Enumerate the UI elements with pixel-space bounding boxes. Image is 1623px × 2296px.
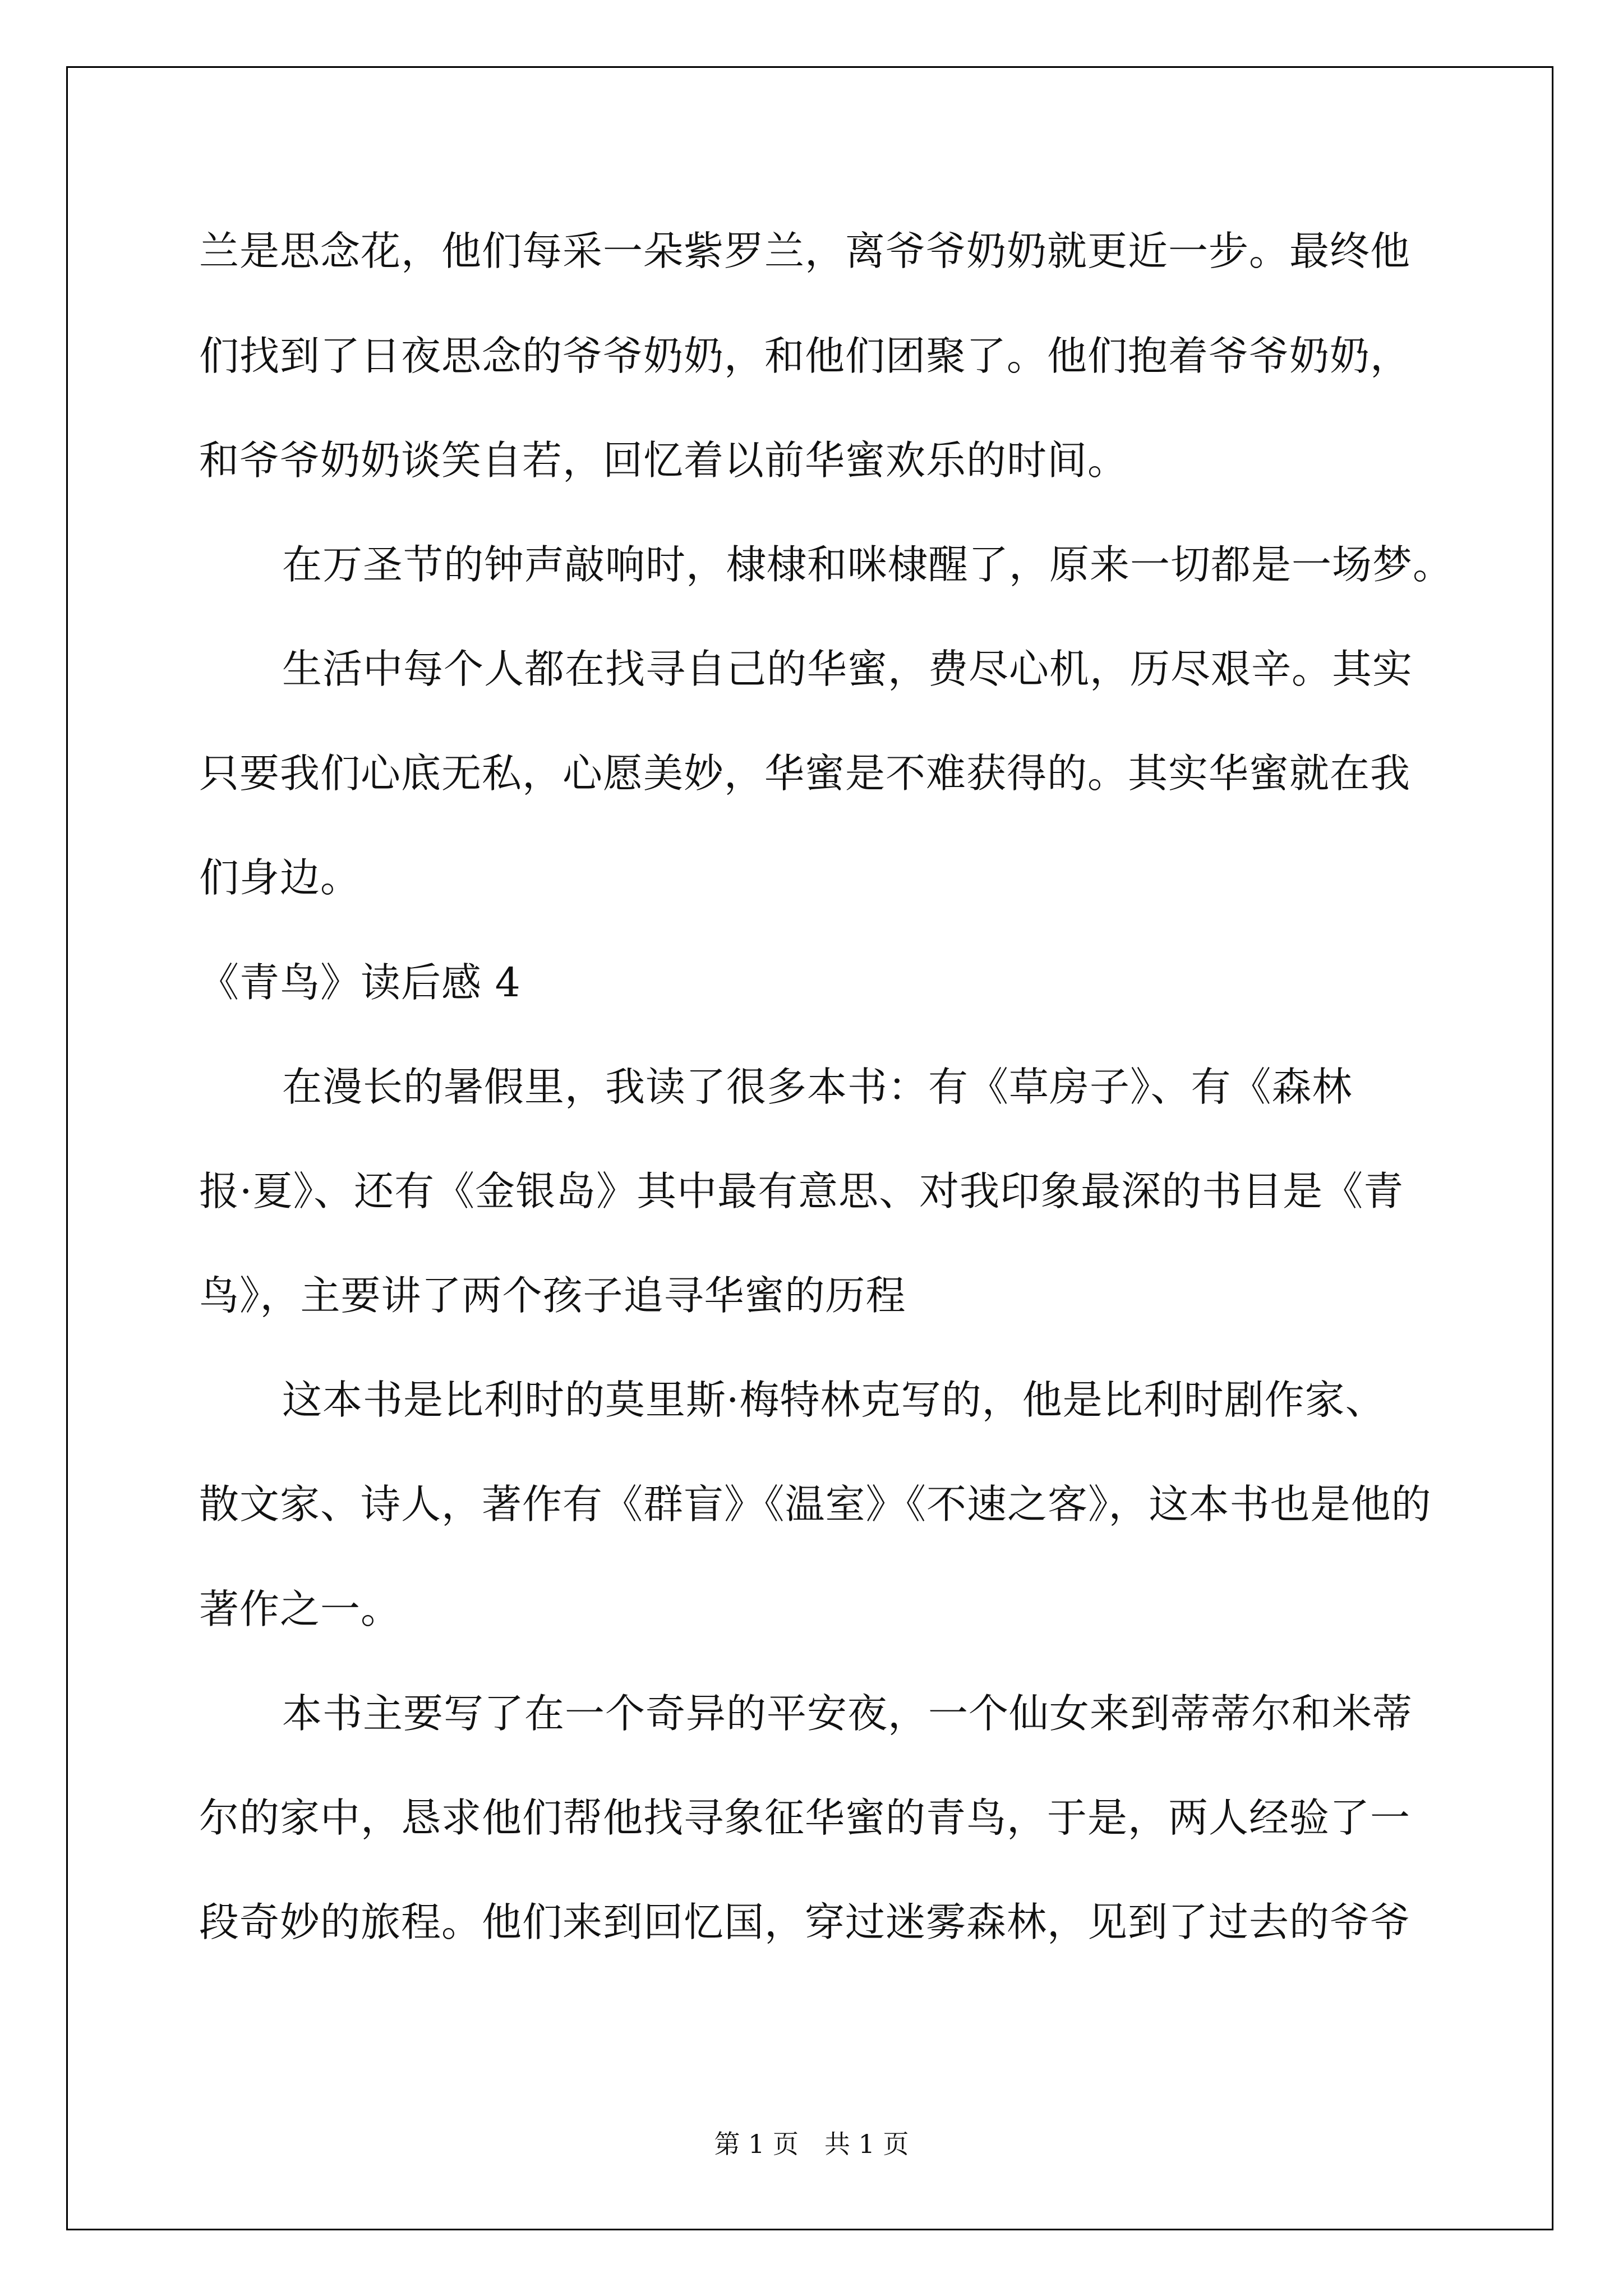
text-line: 只要我们心底无私，心愿美妙，华蜜是不难获得的。其实华蜜就在我 [199,750,1411,797]
page-footer: 第 1 页 共 1 页 [714,2129,909,2159]
text-line: 在万圣节的钟声敲响时，棣棣和咪棣醒了，原来一切都是一场梦。 [282,541,1454,588]
text-line: 报·夏》、还有《金银岛》其中最有意思、对我印象最深的书目是《青 [199,1168,1404,1214]
text-line: 尔的家中，恳求他们帮他找寻象征华蜜的青鸟，于是，两人经验了一 [199,1795,1411,1841]
text-line: 鸟》，主要讲了两个孩子追寻华蜜的历程 [199,1272,906,1319]
text-line: 在漫长的暑假里，我读了很多本书：有《草房子》、有《森林 [282,1064,1353,1110]
text-line: 本书主要写了在一个奇异的平安夜，一个仙女来到蒂蒂尔和米蒂 [282,1690,1413,1737]
text-line: 们找到了日夜思念的爷爷奶奶，和他们团聚了。他们抱着爷爷奶奶， [199,333,1411,379]
text-line: 这本书是比利时的莫里斯·梅特林克写的，他是比利时剧作家、 [282,1377,1386,1423]
text-line: 和爷爷奶奶谈笑自若，回忆着以前华蜜欢乐的时间。 [199,437,1128,484]
text-line: 段奇妙的旅程。他们来到回忆国，穿过迷雾森林，见到了过去的爷爷 [199,1899,1411,1945]
section-heading: 《青鸟》读后感 4 [199,959,521,1006]
text-line: 们身边。 [199,854,361,901]
text-line: 生活中每个人都在找寻自己的华蜜，费尽心机，历尽艰辛。其实 [282,646,1413,692]
text-line: 散文家、诗人，著作有《群盲》《温室》《不速之客》，这本书也是他的 [199,1481,1432,1527]
text-line: 兰是思念花，他们每采一朵紫罗兰，离爷爷奶奶就更近一步。最终他 [199,228,1411,274]
text-line: 著作之一。 [199,1586,402,1632]
